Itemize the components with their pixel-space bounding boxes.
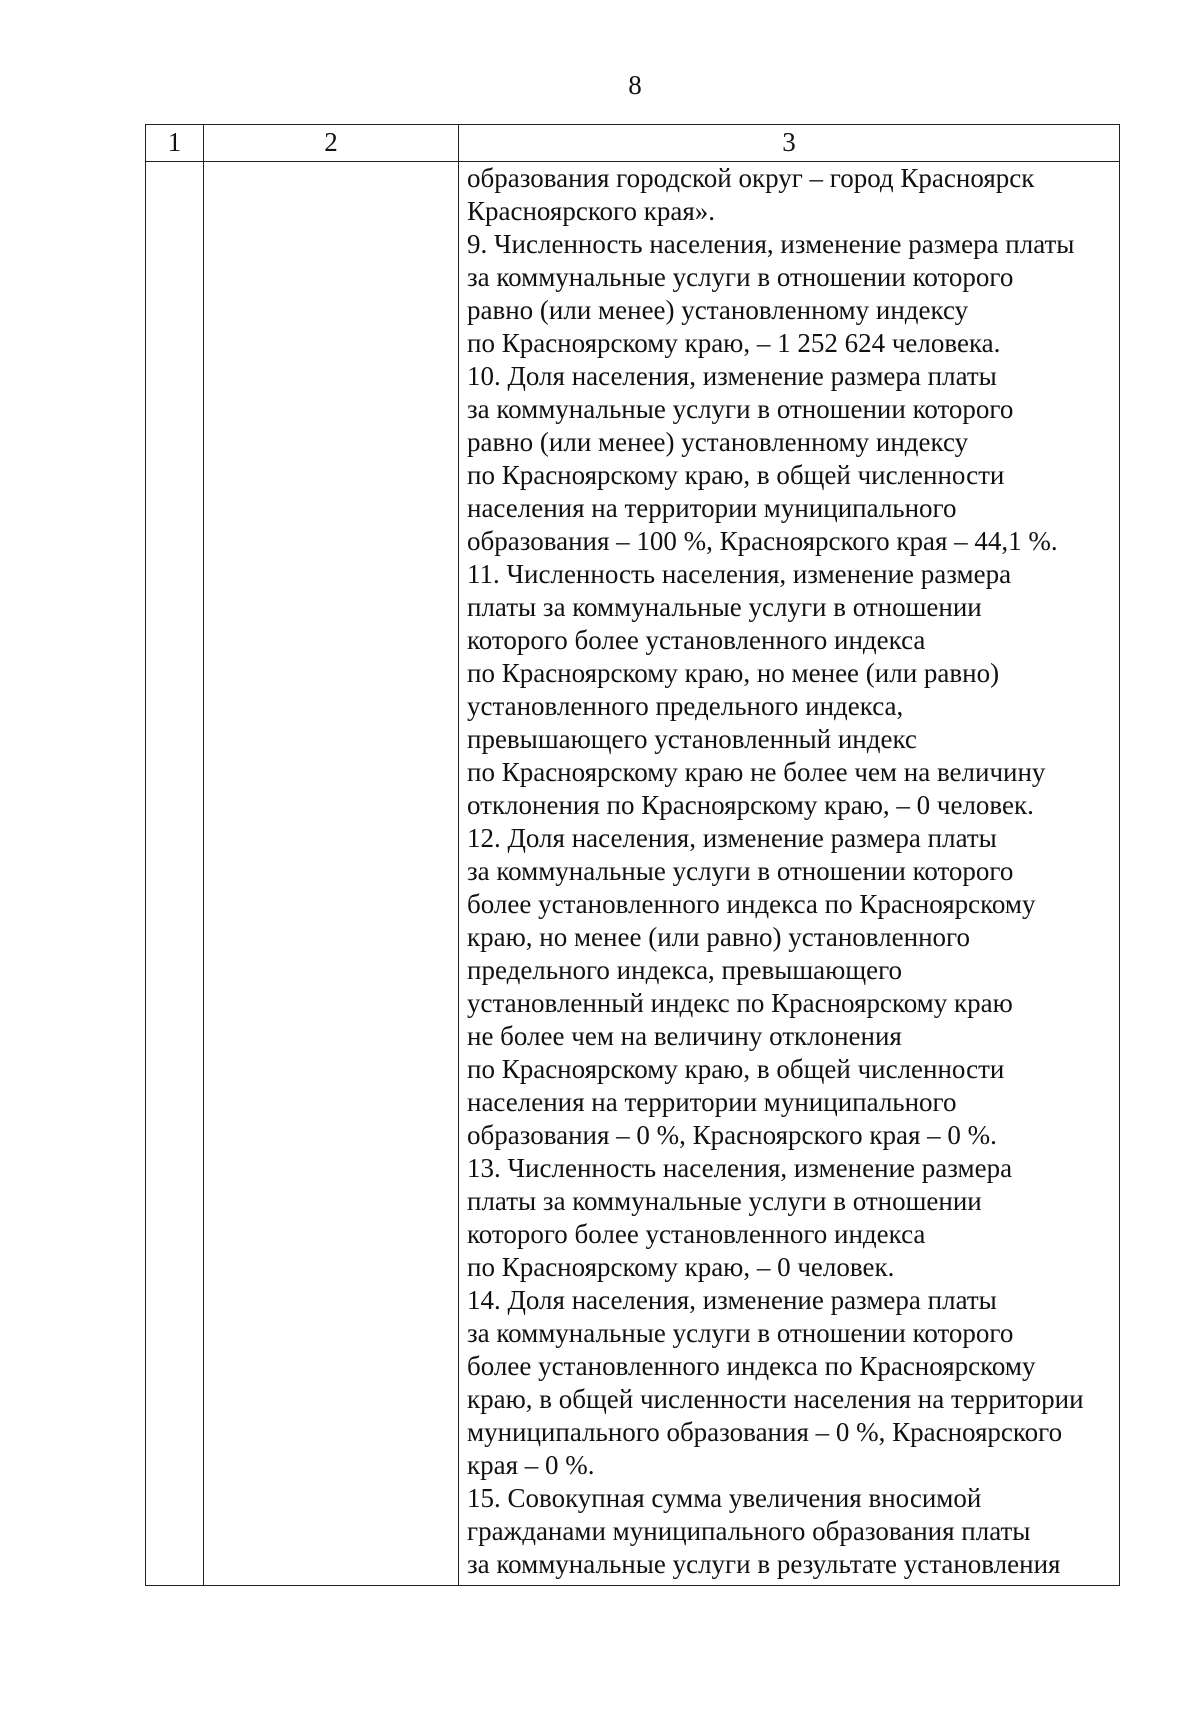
text-line: более установленного индекса по Красноярскому [467,889,1036,919]
column-header-2: 2 [204,125,459,162]
column-2-cell [204,162,459,1586]
text-line: платы за коммунальные услуги в отношении [467,592,982,622]
text-line: 15. Совокупная сумма увеличения вносимой [467,1483,982,1513]
text-line: равно (или менее) установленному индексу [467,295,969,325]
page-number: 8 [628,70,642,100]
text-line: за коммунальные услуги в отношении которого [467,262,1014,292]
text-line: которого более установленного индекса [467,625,926,655]
text-line: краю, но менее (или равно) установленного [467,922,970,952]
text-line: по Красноярскому краю, в общей численности [467,460,1005,490]
text-line: населения на территории муниципального [467,493,957,523]
text-line: образования – 100 %, Красноярского края – 44,1 %. [467,526,1058,556]
text-line: превышающего установленный индекс [467,724,917,754]
text-line: за коммунальные услуги в отношении которого [467,1318,1014,1348]
text-line: по Красноярскому краю, – 1 252 624 человека. [467,328,1001,358]
column-header-3: 3 [459,125,1120,162]
text-line: за коммунальные услуги в отношении которого [467,394,1014,424]
text-line: Красноярского края». [467,196,715,226]
table-header-row [146,125,1120,162]
text-line: образования городской округ – город Красноярск [467,163,1035,193]
text-line: отклонения по Красноярскому краю, – 0 человек. [467,790,1034,820]
text-line: 11. Численность населения, изменение размера [467,559,1012,589]
text-line: установленного предельного индекса, [467,691,904,721]
column-3-text [459,162,1119,1581]
column-3-cell [459,162,1120,1586]
text-line: края – 0 %. [467,1450,595,1480]
column-1-cell [146,162,204,1586]
text-line: по Красноярскому краю, в общей численности [467,1054,1005,1084]
text-line: за коммунальные услуги в отношении которого [467,856,1014,886]
text-line: не более чем на величину отклонения [467,1021,902,1051]
text-line: 12. Доля населения, изменение размера платы [467,823,997,853]
text-line: по Красноярскому краю не более чем на величину [467,757,1046,787]
text-line: населения на территории муниципального [467,1087,957,1117]
text-line: которого более установленного индекса [467,1219,926,1249]
text-line: за коммунальные услуги в результате установления [467,1549,1061,1579]
text-line: по Красноярскому краю, – 0 человек. [467,1252,895,1282]
text-line: по Красноярскому краю, но менее (или равно) [467,658,1000,688]
document-table [145,124,1120,1586]
text-line: более установленного индекса по Красноярскому [467,1351,1036,1381]
text-line: краю, в общей численности населения на территории [467,1384,1084,1414]
text-line: 13. Численность населения, изменение размера [467,1153,1013,1183]
column-header-1: 1 [146,125,204,162]
text-line: 10. Доля населения, изменение размера платы [467,361,997,391]
text-line: 9. Численность населения, изменение размера платы [467,229,1075,259]
text-line: установленный индекс по Красноярскому краю [467,988,1013,1018]
text-line: гражданами муниципального образования платы [467,1516,1031,1546]
text-line: муниципального образования – 0 %, Красноярского [467,1417,1063,1447]
text-line: 14. Доля населения, изменение размера платы [467,1285,997,1315]
text-line: предельного индекса, превышающего [467,955,902,985]
text-line: образования – 0 %, Красноярского края – 0 %. [467,1120,997,1150]
text-line: равно (или менее) установленному индексу [467,427,969,457]
text-line: платы за коммунальные услуги в отношении [467,1186,982,1216]
table-row [146,162,1120,1586]
